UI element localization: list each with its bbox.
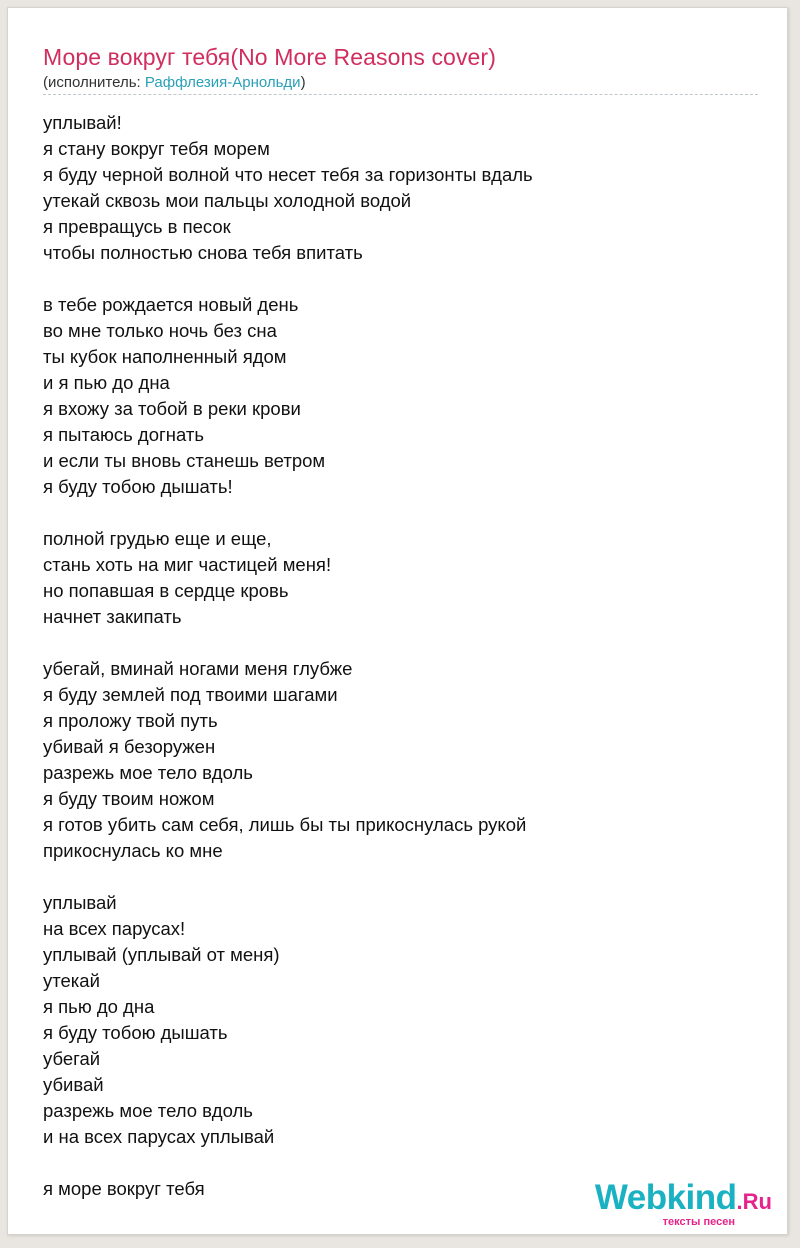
lyric-line: ты кубок наполненный ядом xyxy=(43,346,287,367)
webkind-logo[interactable] xyxy=(575,1178,775,1230)
lyric-line: я буду тобою дышать xyxy=(43,1022,228,1043)
lyric-line: но попавшая в сердце кровь xyxy=(43,580,289,601)
lyric-line: я вхожу за тобой в реки крови xyxy=(43,398,301,419)
lyric-line: полной грудью еще и еще, xyxy=(43,528,272,549)
lyric-line: и я пью до дна xyxy=(43,372,170,393)
lyric-line: я буду твоим ножом xyxy=(43,788,215,809)
artist-link[interactable]: Раффлезия-Арнольди xyxy=(144,74,301,91)
lyric-blank-line xyxy=(43,1150,533,1176)
lyric-blank-line xyxy=(43,864,533,890)
lyric-line: разрежь мое тело вдоль xyxy=(43,762,253,783)
lyric-blank-line xyxy=(43,266,533,292)
logo-wordmark xyxy=(595,1178,772,1218)
lyric-line: утекай xyxy=(43,970,100,991)
logo-tld: .Ru xyxy=(736,1189,772,1214)
lyric-line: убегай, вминай ногами меня глубже xyxy=(43,658,353,679)
lyric-line: я пытаюсь догнать xyxy=(43,424,204,445)
lyric-line: я буду тобою дышать! xyxy=(43,476,233,497)
lyric-line: я море вокруг тебя xyxy=(43,1178,205,1199)
lyrics-body xyxy=(43,110,533,1202)
lyric-line: я буду землей под твоими шагами xyxy=(43,684,338,705)
lyric-line: на всех парусах! xyxy=(43,918,186,939)
lyric-line: во мне только ночь без сна xyxy=(43,320,277,341)
lyric-line: убивай я безоружен xyxy=(43,736,216,757)
artist-suffix: ) xyxy=(300,74,306,91)
title-divider xyxy=(43,94,758,95)
lyric-line: я готов убить сам себя, лишь бы ты прикоснулась рукой xyxy=(43,814,527,835)
lyric-blank-line xyxy=(43,500,533,526)
artist-prefix: (исполнитель: xyxy=(43,74,145,91)
lyric-line: утекай сквозь мои пальцы холодной водой xyxy=(43,190,412,211)
lyric-line: убивай xyxy=(43,1074,104,1095)
lyric-line: прикоснулась ко мне xyxy=(43,840,223,861)
lyric-line: начнет закипать xyxy=(43,606,182,627)
lyric-line: я пью до дна xyxy=(43,996,155,1017)
lyric-line: разрежь мое тело вдоль xyxy=(43,1100,253,1121)
lyric-line: и если ты вновь станешь ветром xyxy=(43,450,326,471)
song-title: Море вокруг тебя(No More Reasons cover) xyxy=(43,44,496,70)
page-card xyxy=(7,7,788,1235)
artist-line xyxy=(43,74,306,91)
lyric-line: убегай xyxy=(43,1048,101,1069)
lyric-line: я стану вокруг тебя морем xyxy=(43,138,270,159)
lyric-line: и на всех парусах уплывай xyxy=(43,1126,275,1147)
lyric-line: чтобы полностью снова тебя впитать xyxy=(43,242,363,263)
lyric-line: уплывай xyxy=(43,892,117,913)
lyric-line: я превращусь в песок xyxy=(43,216,231,237)
logo-tagline: тексты песен xyxy=(662,1216,735,1228)
lyric-line: стань хоть на миг частицей меня! xyxy=(43,554,332,575)
lyric-line: уплывай (уплывай от меня) xyxy=(43,944,280,965)
lyric-line: я буду черной волной что несет тебя за горизонты вдаль xyxy=(43,164,533,185)
lyric-line: уплывай! xyxy=(43,112,122,133)
lyric-blank-line xyxy=(43,630,533,656)
lyric-line: в тебе рождается новый день xyxy=(43,294,299,315)
logo-brand: Webkind xyxy=(594,1178,737,1217)
lyric-line: я проложу твой путь xyxy=(43,710,218,731)
